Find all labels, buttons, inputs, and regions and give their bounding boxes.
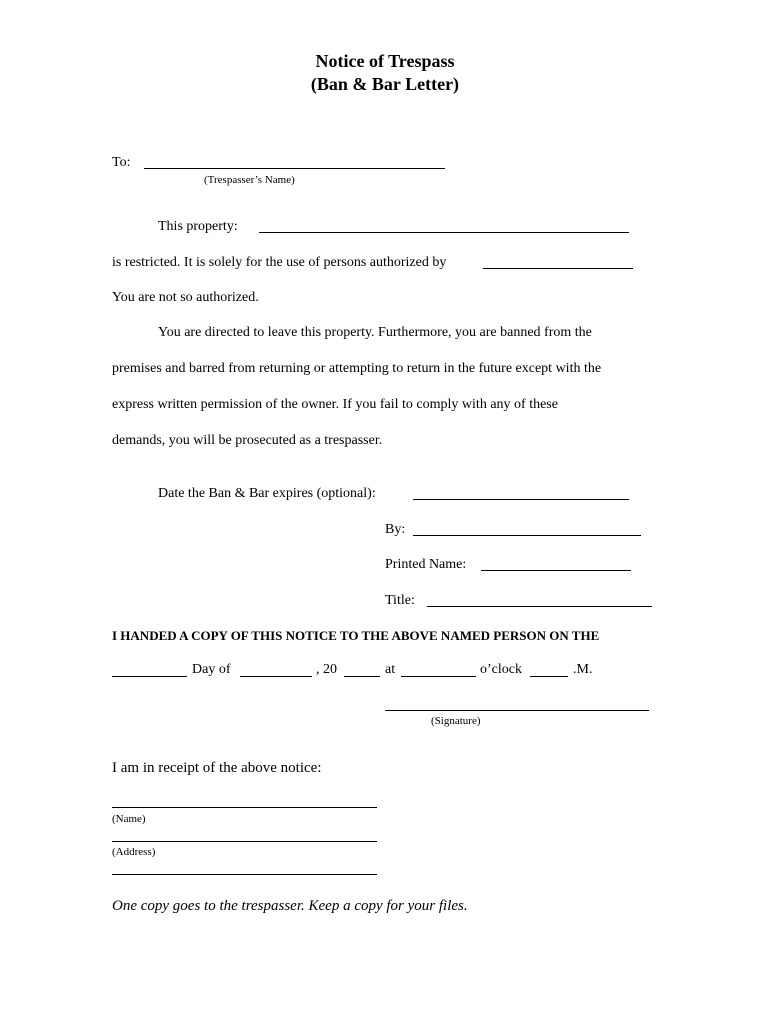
not-authorized-text: You are not so authorized.: [112, 290, 259, 305]
body-line: express written permission of the owner. If you fail to comply with any of these: [112, 397, 558, 412]
oclock-label: o’clock: [480, 662, 522, 677]
title-line[interactable]: [427, 606, 652, 607]
body-line: demands, you will be prosecuted as a trespasser.: [112, 433, 383, 448]
property-label: This property:: [158, 219, 238, 234]
receipt-statement: I am in receipt of the above notice:: [112, 760, 322, 776]
time-line[interactable]: [401, 676, 476, 677]
printed-name-label: Printed Name:: [385, 557, 467, 572]
receipt-address-line-2[interactable]: [112, 874, 377, 875]
year-line[interactable]: [344, 676, 380, 677]
signature-caption: (Signature): [431, 715, 481, 727]
by-label: By:: [385, 522, 406, 537]
expiry-label: Date the Ban & Bar expires (optional):: [158, 486, 376, 501]
trespasser-name-line[interactable]: [144, 168, 445, 169]
body-line: premises and barred from returning or attempting to return in the future except with the: [112, 361, 602, 376]
receipt-name-line[interactable]: [112, 807, 377, 808]
printed-name-line[interactable]: [481, 570, 631, 571]
document-subtitle: (Ban & Bar Letter): [310, 74, 460, 94]
authorized-by-line[interactable]: [483, 268, 633, 269]
day-line[interactable]: [112, 676, 187, 677]
receipt-name-caption: (Name): [112, 813, 146, 825]
at-label: at: [385, 662, 396, 677]
day-of-label: Day of: [192, 662, 231, 677]
body-line: You are directed to leave this property. Furthermore, you are banned from the: [158, 325, 592, 340]
to-label: To:: [112, 155, 131, 170]
footer-note: One copy goes to the trespasser. Keep a copy for your files.: [112, 898, 468, 914]
year-prefix: , 20: [316, 662, 337, 677]
receipt-address-line[interactable]: [112, 841, 377, 842]
by-line[interactable]: [413, 535, 641, 536]
meridiem-suffix: .M.: [573, 662, 593, 677]
meridiem-line[interactable]: [530, 676, 568, 677]
month-line[interactable]: [240, 676, 312, 677]
signature-line[interactable]: [385, 710, 649, 711]
expiry-date-line[interactable]: [413, 499, 629, 500]
restricted-text: is restricted. It is solely for the use of persons authorized by: [112, 255, 447, 270]
service-statement: I HANDED A COPY OF THIS NOTICE TO THE ABOVE NAMED PERSON ON THE: [112, 628, 600, 643]
receipt-address-caption: (Address): [112, 846, 156, 858]
title-label: Title:: [385, 593, 415, 608]
property-line[interactable]: [259, 232, 629, 233]
trespasser-name-caption: (Trespasser’s Name): [204, 174, 295, 186]
document-title: Notice of Trespass: [315, 51, 455, 71]
